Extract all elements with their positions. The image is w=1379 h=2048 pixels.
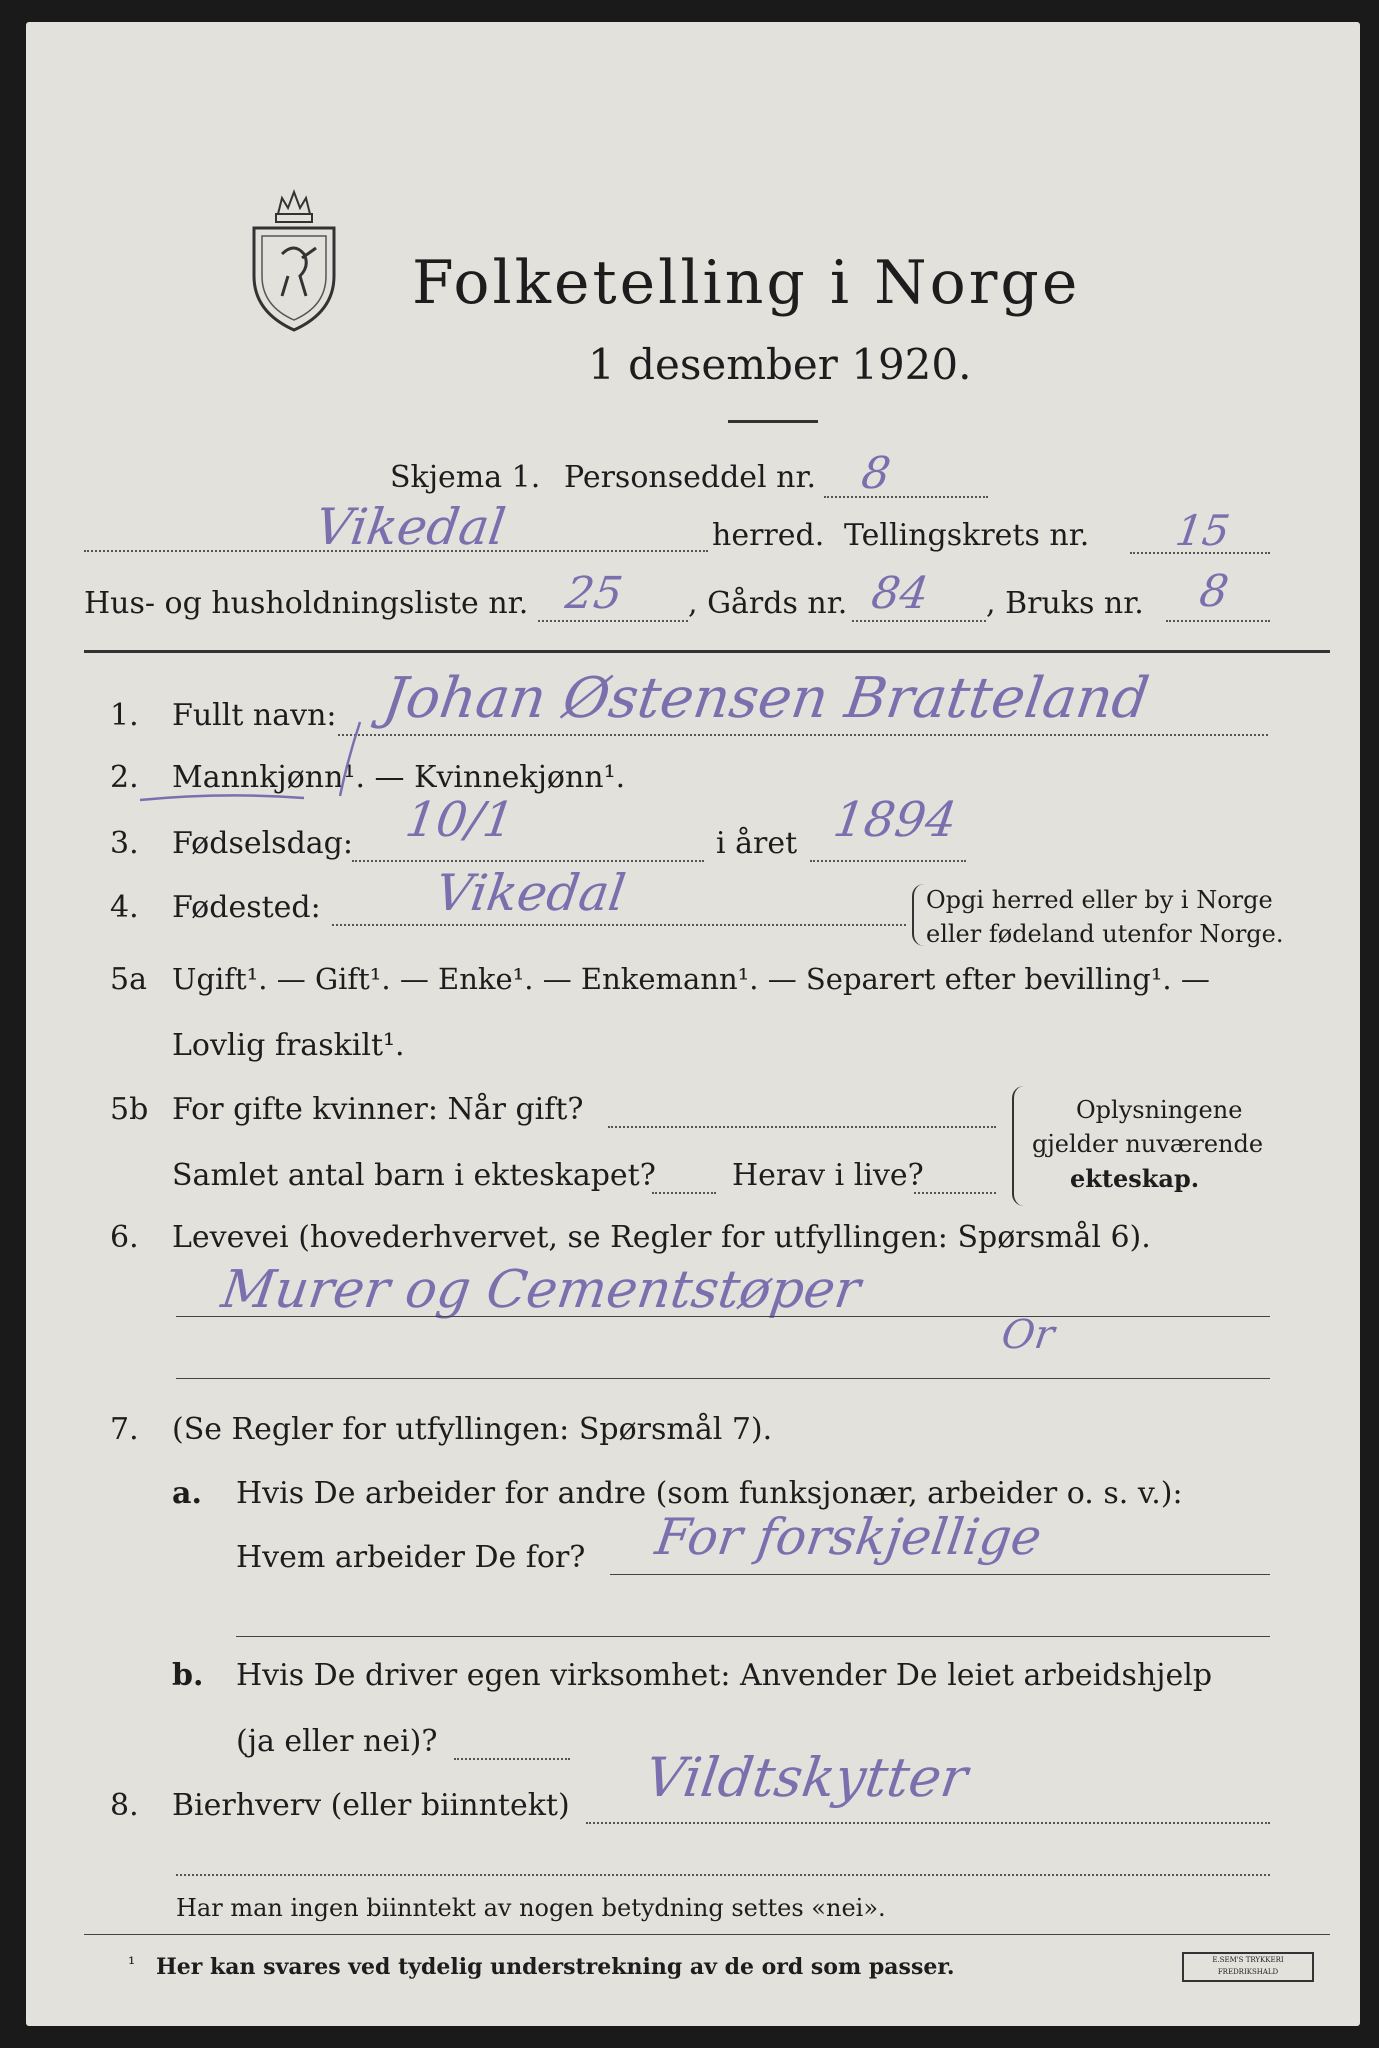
- q5b-note-brace: [1012, 1086, 1026, 1206]
- q5b-alive-line: [914, 1192, 996, 1194]
- occupation-code: Or: [998, 1312, 1058, 1358]
- q7b-line2: (ja eller nei)?: [236, 1724, 438, 1759]
- q6-label: Levevei (hovederhvervet, se Regler for utfyllingen: Spørsmål 6).: [172, 1220, 1151, 1255]
- q3-label: Fødselsdag:: [172, 826, 353, 861]
- birth-year-value: 1894: [830, 792, 961, 848]
- occupation-value: Murer og Cementstøper: [217, 1260, 864, 1320]
- q3-number: 3.: [110, 826, 139, 861]
- gards-value: 84: [868, 568, 932, 619]
- q5b-note-line2: gjelder nuværende: [1032, 1130, 1264, 1158]
- q4-note-brace: [912, 884, 924, 946]
- tellingskrets-label: Tellingskrets nr.: [844, 518, 1090, 553]
- gards-label: , Gårds nr.: [688, 586, 848, 621]
- form-title: Folketelling i Norge: [412, 248, 1081, 318]
- q7-label: (Se Regler for utfyllingen: Spørsmål 7).: [172, 1412, 773, 1447]
- q7a-line: [610, 1574, 1270, 1575]
- q1-label: Fullt navn:: [172, 698, 337, 733]
- bruks-line: [1166, 620, 1270, 622]
- q2-number: 2.: [110, 760, 139, 795]
- herred-label: herred.: [712, 518, 825, 553]
- q4-note-line1: Opgi herred eller by i Norge: [926, 886, 1273, 914]
- year-label: i året: [716, 826, 798, 861]
- q7b-line1: Hvis De driver egen virksomhet: Anvender De leiet arbeidshjelp: [236, 1658, 1213, 1693]
- gards-line: [852, 620, 986, 622]
- q6-number: 6.: [110, 1220, 139, 1255]
- q7b-letter: b.: [172, 1658, 204, 1693]
- q4-number: 4.: [110, 890, 139, 925]
- birthplace-value: Vikedal: [431, 864, 629, 922]
- personseddel-value: 8: [858, 448, 894, 499]
- personseddel-label: Personseddel nr.: [564, 460, 817, 495]
- census-date: 1 desember 1920.: [588, 340, 972, 389]
- q5b-children-line: [652, 1192, 716, 1194]
- q5b-children-label: Samlet antal barn i ekteskapet?: [172, 1158, 656, 1193]
- footer-rule: [84, 1934, 1330, 1935]
- hus-label: Hus- og husholdningsliste nr.: [84, 586, 529, 621]
- q1-line: [338, 734, 1268, 736]
- q8-label: Bierhverv (eller biinntekt): [172, 1788, 570, 1823]
- q5b-number: 5b: [110, 1092, 149, 1127]
- q8-extra-line: [176, 1874, 1270, 1876]
- skjema-label: Skjema 1.: [390, 460, 541, 495]
- q5a-number: 5a: [110, 962, 147, 997]
- employer-value: For forskjellige: [651, 1508, 1046, 1566]
- year-line: [810, 860, 966, 862]
- title-divider: [728, 420, 818, 423]
- q5a-line2: Lovlig fraskilt¹.: [172, 1028, 405, 1063]
- q7b-line: [454, 1758, 570, 1760]
- tellingskrets-value: 15: [1172, 506, 1233, 555]
- q6-line2: [176, 1378, 1270, 1379]
- hus-line: [538, 620, 688, 622]
- census-form: [26, 22, 1360, 2026]
- bruks-label: , Bruks nr.: [986, 586, 1144, 621]
- q3-line: [352, 860, 704, 862]
- q5a-line1: Ugift¹. — Gift¹. — Enke¹. — Enkemann¹. — Separert efter bevilling¹. —: [172, 962, 1210, 996]
- hus-value: 25: [562, 568, 626, 619]
- biinntekt-note: Har man ingen biinntekt av nogen betydning settes «nei».: [176, 1894, 886, 1922]
- personseddel-line: [824, 496, 988, 498]
- q2-label: Mannkjønn¹. — Kvinnekjønn¹.: [172, 760, 626, 795]
- q5b-married-line: [608, 1126, 996, 1128]
- bruks-value: 8: [1196, 566, 1232, 617]
- coat-of-arms-icon: [244, 184, 344, 334]
- q7a-letter: a.: [172, 1476, 202, 1511]
- q5b-alive-label: Herav i live?: [732, 1158, 924, 1193]
- footnote-text: Her kan svares ved tydelig understrekning av de ord som passer.: [156, 1954, 955, 1980]
- side-occupation-value: Vildtskytter: [641, 1746, 972, 1809]
- footnote-mark: ¹: [128, 1954, 136, 1975]
- q5b-note-line3: ekteskap.: [1070, 1164, 1200, 1193]
- q7a-extra-line: [236, 1636, 1270, 1637]
- q8-number: 8.: [110, 1788, 139, 1823]
- q7a-line2: Hvem arbeider De for?: [236, 1540, 586, 1575]
- q5b-line1: For gifte kvinner: Når gift?: [172, 1092, 584, 1127]
- mannkjonn-underline-mark: [134, 718, 394, 808]
- q4-line: [332, 924, 906, 926]
- q1-number: 1.: [110, 698, 139, 733]
- header-rule: [84, 650, 1330, 653]
- birthdate-value: 10/1: [402, 792, 518, 848]
- q7-number: 7.: [110, 1412, 139, 1447]
- q8-line: [586, 1822, 1270, 1824]
- q4-note-line2: eller fødeland utenfor Norge.: [926, 920, 1284, 948]
- q5b-note-line1: Oplysningene: [1076, 1096, 1243, 1124]
- q6-line1: [176, 1316, 1270, 1317]
- full-name-value: Johan Østensen Bratteland: [379, 666, 1153, 731]
- q4-label: Fødested:: [172, 890, 321, 925]
- herred-value: Vikedal: [311, 498, 509, 556]
- printer-stamp: E.SEM'S TRYKKERI FREDRIKSHALD: [1182, 1952, 1314, 1982]
- q7a-line1: Hvis De arbeider for andre (som funksjonær, arbeider o. s. v.):: [236, 1476, 1183, 1511]
